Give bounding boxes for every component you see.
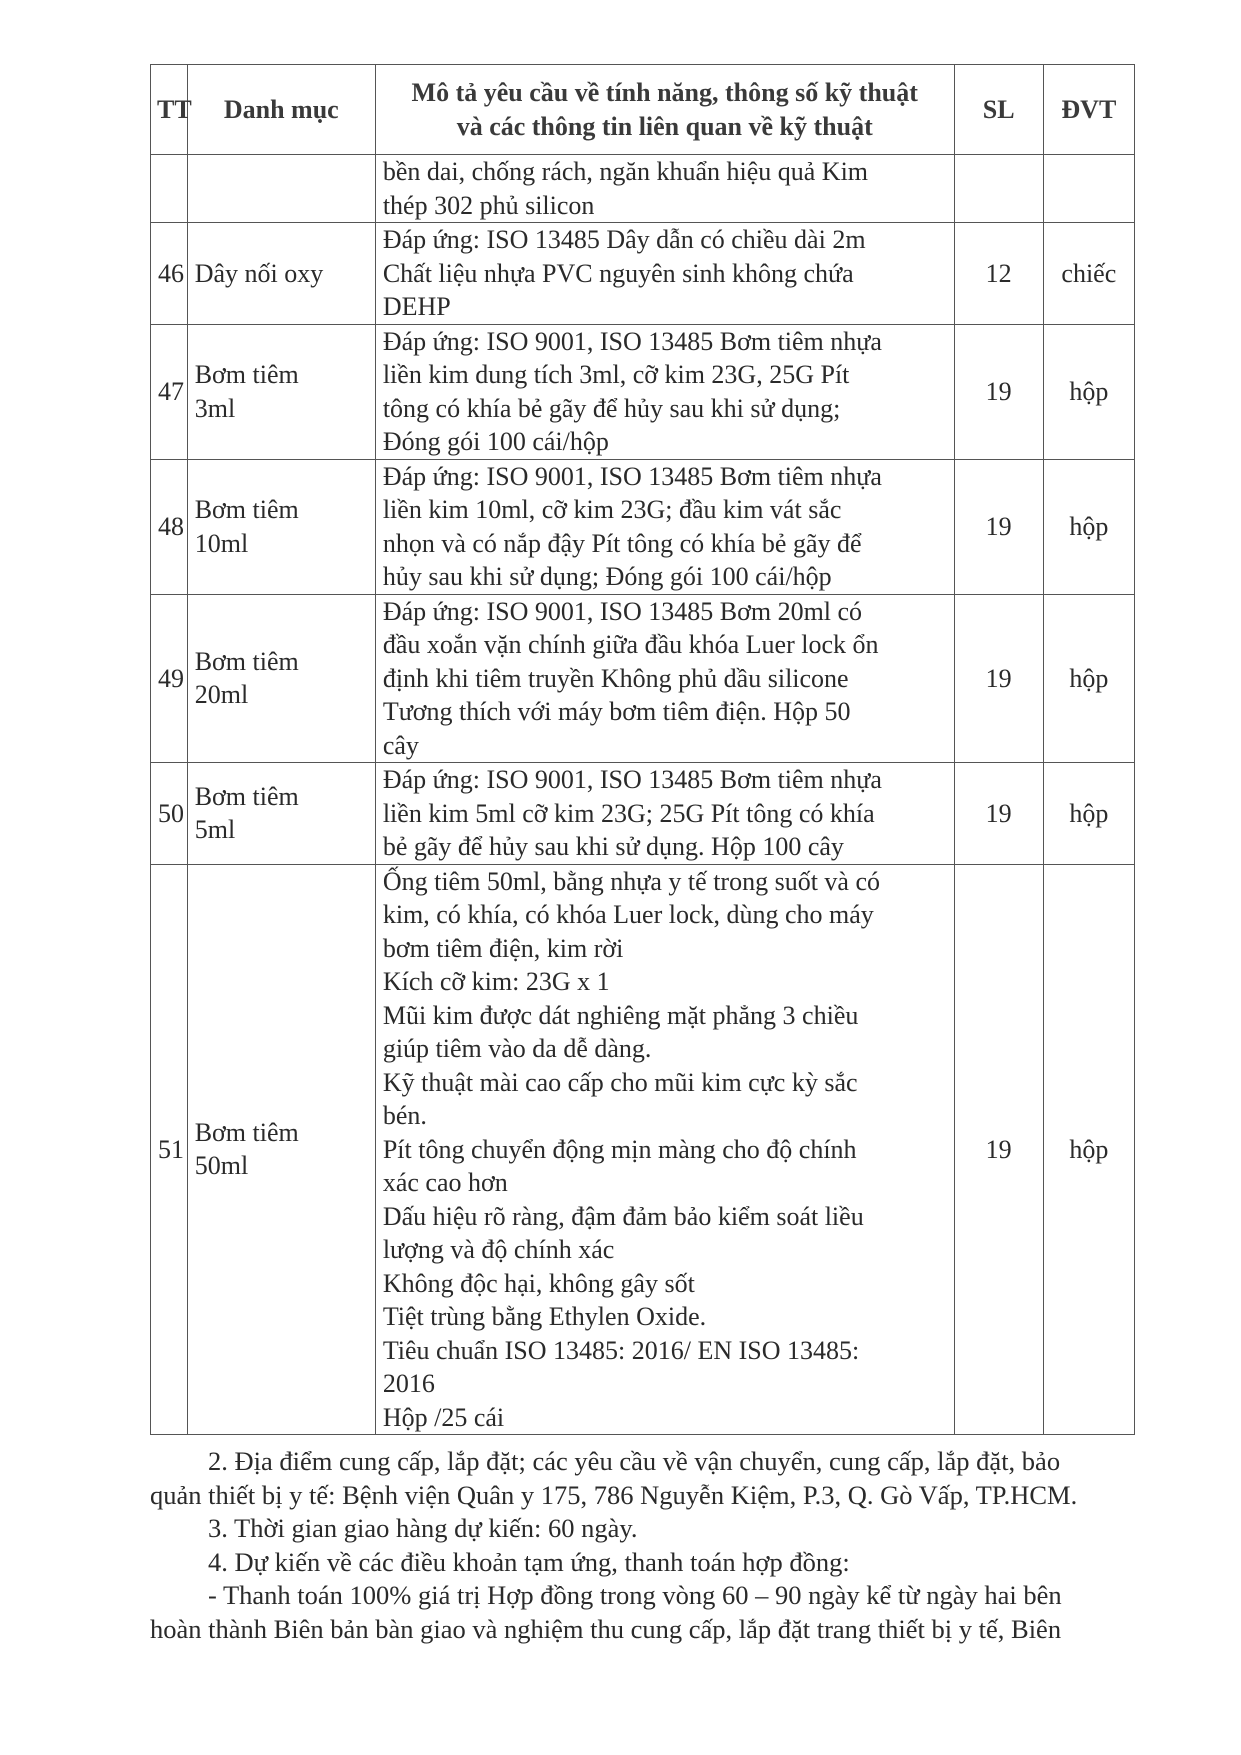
category-line: 3ml — [194, 393, 236, 423]
description-line: Đáp ứng: ISO 9001, ISO 13485 Bơm tiêm nhựa — [382, 326, 882, 356]
description-line: Pít tông chuyển động mịn màng cho độ chính — [382, 1134, 857, 1164]
table-row — [151, 864, 1135, 1435]
cell-quantity: 19 — [954, 763, 1043, 865]
cell-category — [187, 864, 375, 1435]
text-line: 2. Địa điểm cung cấp, lắp đặt; các yêu cầu về vận chuyển, cung cấp, lắp đặt, bảo — [208, 1446, 1061, 1476]
payment-terms-heading: 4. Dự kiến về các điều khoản tạm ứng, thanh toán hợp đồng: — [208, 1546, 850, 1577]
cell-category — [187, 594, 375, 763]
table-row — [151, 594, 1135, 763]
text-line: hoàn thành Biên bản bàn giao và nghiệm thu cung cấp, lắp đặt trang thiết bị y tế, Biên — [150, 1613, 1062, 1644]
cell-unit: hộp — [1043, 324, 1134, 459]
text-line: quản thiết bị y tế: Bệnh viện Quân y 175, 786 Nguyễn Kiệm, P.3, Q. Gò Vấp, TP.HCM. — [150, 1479, 1078, 1510]
cell-tt: 51 — [151, 864, 188, 1435]
category-line: Bơm tiêm — [194, 495, 299, 524]
cell-category — [187, 324, 375, 459]
header-quantity: SL — [954, 65, 1043, 155]
category-line: Dây nối oxy — [194, 258, 324, 288]
table-body — [151, 155, 1135, 1435]
cell-tt: 49 — [151, 594, 188, 763]
cell-category — [187, 763, 375, 865]
cell-tt: 50 — [151, 763, 188, 865]
description-line: định khi tiêm truyền Không phủ dầu silicone — [382, 663, 849, 693]
cell-category — [187, 459, 375, 594]
header-category: Danh mục — [187, 65, 375, 155]
cell-description — [375, 459, 954, 594]
description-line: Đáp ứng: ISO 13485 Dây dẫn có chiều dài 2m — [382, 225, 866, 254]
description-line: bẻ gãy để hủy sau khi sử dụng. Hộp 100 cây — [382, 832, 844, 861]
cell-category — [187, 223, 375, 325]
description-line: hủy sau khi sử dụng; Đóng gói 100 cái/hộp — [382, 562, 832, 591]
category-line: Bơm tiêm — [194, 360, 299, 389]
cell-quantity: 12 — [954, 223, 1043, 325]
table-row — [151, 155, 1135, 223]
description-line: Tiệt trùng bằng Ethylen Oxide. — [382, 1302, 707, 1331]
table-row — [151, 459, 1135, 594]
cell-category — [187, 155, 375, 223]
cell-tt — [151, 155, 188, 223]
cell-quantity: 19 — [954, 864, 1043, 1435]
cell-description — [375, 324, 954, 459]
payment-terms-paragraph-cont — [150, 1613, 1135, 1647]
description-line: Dấu hiệu rõ ràng, đậm đảm bảo kiểm soát liều — [382, 1201, 864, 1231]
description-line: Mũi kim được dát nghiêng mặt phẳng 3 chiều — [382, 1000, 859, 1030]
description-line: thép 302 phủ silicon — [382, 190, 595, 220]
table-row — [151, 763, 1135, 865]
description-line: lượng và độ chính xác — [382, 1235, 615, 1264]
table-header-row — [151, 65, 1135, 155]
description-line: Đáp ứng: ISO 9001, ISO 13485 Bơm 20ml có — [382, 596, 863, 626]
category-line: 5ml — [194, 815, 236, 845]
description-line: Đáp ứng: ISO 9001, ISO 13485 Bơm tiêm nhựa — [382, 461, 882, 491]
delivery-location-paragraph-cont — [150, 1479, 1135, 1513]
category-line: Bơm tiêm — [194, 781, 299, 811]
cell-tt: 47 — [151, 324, 188, 459]
description-line: cây — [382, 730, 419, 760]
spec-table — [150, 64, 1135, 1435]
description-line: Chất liệu nhựa PVC nguyên sinh không chứa — [382, 258, 854, 288]
cell-unit: hộp — [1043, 459, 1134, 594]
header-unit: ĐVT — [1043, 65, 1134, 155]
cell-tt: 48 — [151, 459, 188, 594]
description-line: Hộp /25 cái — [382, 1402, 505, 1432]
table-row — [151, 223, 1135, 325]
description-line: liền kim 10ml, cỡ kim 23G; đầu kim vát sắc — [382, 495, 842, 524]
description-line: bơm tiêm điện, kim rời — [382, 933, 624, 963]
cell-description — [375, 594, 954, 763]
category-line: 10ml — [194, 528, 249, 558]
category-line: 50ml — [194, 1151, 249, 1181]
description-line: tông có khía bẻ gãy để hủy sau khi sử dụng; — [382, 393, 841, 423]
description-line: đầu xoắn vặn chính giữa đầu khóa Luer lock ổn — [382, 630, 879, 659]
description-line: Kích cỡ kim: 23G x 1 — [382, 967, 610, 996]
cell-quantity: 19 — [954, 324, 1043, 459]
header-description — [375, 65, 954, 155]
table-row — [151, 324, 1135, 459]
description-line: Đóng gói 100 cái/hộp — [382, 427, 609, 456]
document-body-text — [150, 1445, 1135, 1646]
category-line: Bơm tiêm — [194, 1117, 299, 1147]
description-line: Không độc hại, không gây sốt — [382, 1268, 695, 1298]
header-description-line: và các thông tin liên quan về kỹ thuật — [456, 111, 873, 141]
description-line: Tương thích với máy bơm tiêm điện. Hộp 50 — [382, 697, 851, 726]
description-line: nhọn và có nắp đậy Pít tông có khía bẻ gãy để — [382, 528, 862, 558]
cell-description — [375, 155, 954, 223]
header-tt: TT — [151, 65, 188, 155]
description-line: Tiêu chuẩn ISO 13485: 2016/ EN ISO 13485: — [382, 1335, 860, 1365]
description-line: Ống tiêm 50ml, bằng nhựa y tế trong suốt và có — [382, 866, 881, 896]
cell-description — [375, 223, 954, 325]
description-line: bền dai, chống rách, ngăn khuẩn hiệu quả Kim — [382, 157, 869, 186]
cell-quantity: 19 — [954, 459, 1043, 594]
payment-terms-paragraph — [150, 1579, 1135, 1613]
description-line: bén. — [382, 1101, 427, 1130]
header-description-line: Mô tả yêu cầu về tính năng, thông số kỹ thuật — [411, 78, 918, 107]
text-line: - Thanh toán 100% giá trị Hợp đồng trong vòng 60 – 90 ngày kể từ ngày hai bên — [208, 1580, 1062, 1610]
cell-description — [375, 763, 954, 865]
cell-quantity: 19 — [954, 594, 1043, 763]
delivery-time-paragraph: 3. Thời gian giao hàng dự kiến: 60 ngày. — [208, 1513, 638, 1543]
cell-quantity — [954, 155, 1043, 223]
description-line: Đáp ứng: ISO 9001, ISO 13485 Bơm tiêm nhựa — [382, 765, 882, 794]
cell-unit: hộp — [1043, 594, 1134, 763]
description-line: DEHP — [382, 292, 451, 321]
description-line: xác cao hơn — [382, 1168, 508, 1197]
cell-tt: 46 — [151, 223, 188, 325]
description-line: liền kim 5ml cỡ kim 23G; 25G Pít tông có khía — [382, 798, 875, 828]
category-line: 20ml — [194, 680, 249, 710]
description-line: Kỹ thuật mài cao cấp cho mũi kim cực kỳ sắc — [382, 1067, 858, 1097]
description-line: liền kim dung tích 3ml, cỡ kim 23G, 25G Pít — [382, 360, 850, 389]
description-line: 2016 — [382, 1369, 435, 1398]
cell-unit — [1043, 155, 1134, 223]
description-line: giúp tiêm vào da dễ dàng. — [382, 1034, 652, 1063]
cell-description — [375, 864, 954, 1435]
cell-unit: chiếc — [1043, 223, 1134, 325]
cell-unit: hộp — [1043, 864, 1134, 1435]
category-line: Bơm tiêm — [194, 646, 299, 676]
delivery-location-paragraph — [150, 1445, 1135, 1479]
cell-unit: hộp — [1043, 763, 1134, 865]
description-line: kim, có khía, có khóa Luer lock, dùng cho máy — [382, 900, 874, 929]
